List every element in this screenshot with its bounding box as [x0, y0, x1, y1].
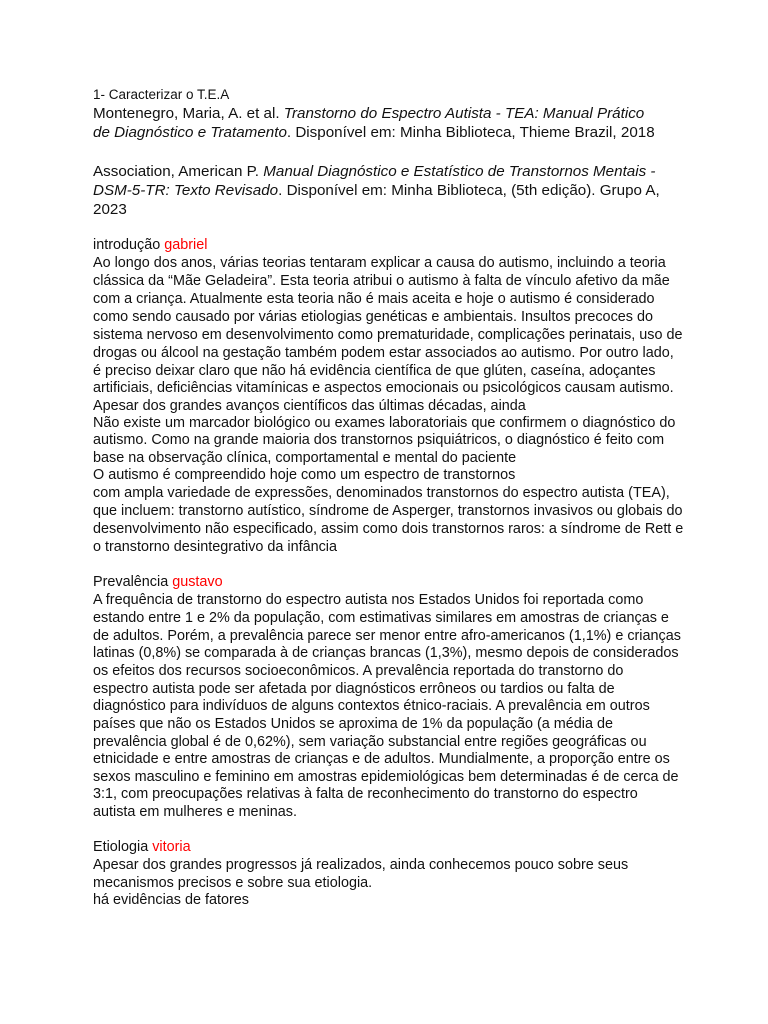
ref-title-cont: DSM-5-TR: Texto Revisado	[93, 182, 279, 199]
paragraph-line: drogas ou álcool na gestação também podem estar associados ao autismo. Por outro lado,	[93, 345, 674, 361]
paragraph-line: que incluem: transtorno autístico, síndrome de Asperger, transtornos invasivos ou globais do	[93, 503, 683, 519]
ref-source: . Disponível em: Minha Biblioteca, Thieme Brazil, 2018	[286, 124, 655, 141]
paragraph-line: A frequência de transtorno do espectro autista nos Estados Unidos foi reportada como	[93, 592, 644, 608]
paragraph-line: mecanismos precisos e sobre sua etiologia.	[93, 875, 373, 891]
paragraph-line: desenvolvimento não especificado, assim como dois transtornos raros: a síndrome de Rett e	[93, 521, 684, 537]
paragraph-line: espectro autista pode ser afetada por diagnósticos errôneos ou tardios ou falta de	[93, 681, 615, 697]
paragraph-line: diagnóstico para indivíduos de alguns contextos étnico-raciais. A prevalência em outros	[93, 698, 650, 714]
ref-title-cont: de Diagnóstico e Tratamento	[93, 124, 287, 141]
paragraph-line: Apesar dos grandes avanços científicos das últimas décadas, ainda	[93, 398, 526, 414]
ref-title: Manual Diagnóstico e Estatístico de Transtornos Mentais -	[263, 163, 656, 180]
author-name: gustavo	[172, 574, 223, 590]
section-heading-introducao: introdução gabriel	[93, 237, 208, 253]
paragraph-line: base na observação clínica, comportamental e mental do paciente	[93, 450, 517, 466]
author-name: gabriel	[164, 237, 208, 253]
paragraph-line: sexos masculino e feminino em amostras epidemiológicas bem determinadas é de cerca de	[93, 769, 679, 785]
paragraph-line: O autismo é compreendido hoje como um espectro de transtornos	[93, 467, 516, 483]
paragraph-line: países que não os Estados Unidos se aproxima de 1% da população (a média de	[93, 716, 613, 732]
ref-source: . Disponível em: Minha Biblioteca, (5th edição). Grupo A,	[278, 182, 660, 199]
paragraph-line: com ampla variedade de expressões, denominados transtornos do espectro autista (TEA),	[93, 485, 670, 501]
ref-author: Association, American P.	[93, 163, 264, 180]
paragraph-line: os efeitos dos recursos socioeconômicos. A prevalência reportada do transtorno do	[93, 663, 624, 679]
paragraph-line: etnicidade e entre amostras de crianças e de adultos. Mundialmente, a proporção entre os	[93, 751, 670, 767]
ref-title: Transtorno do Espectro Autista - TEA: Manual Prático	[283, 105, 645, 122]
paragraph-line: estando entre 1 e 2% da população, com estimativas similares em amostras de crianças e	[93, 610, 669, 626]
paragraph-line: prevalência global é de 0,62%), sem variação substancial entre regiões geográficas ou	[93, 734, 647, 750]
paragraph-line: clássica da “Mãe Geladeira”. Esta teoria atribui o autismo à falta de vínculo afetivo da mãe	[93, 273, 670, 289]
paragraph-line: autismo. Como na grande maioria dos transtornos psiquiátricos, o diagnóstico é feito com	[93, 432, 665, 448]
paragraph-line: há evidências de fatores	[93, 892, 249, 908]
section-heading-etiologia: Etiologia vitoria	[93, 839, 191, 855]
paragraph-line: Apesar dos grandes progressos já realizados, ainda conhecemos pouco sobre seus	[93, 857, 629, 873]
paragraph-line: com a criança. Atualmente esta teoria não é mais aceita e hoje o autismo é considerado	[93, 291, 655, 307]
paragraph-line: Não existe um marcador biológico ou exames laboratoriais que confirmem o diagnóstico do	[93, 415, 676, 431]
paragraph-line: autista em mulheres e meninas.	[93, 804, 297, 820]
paragraph-line: artificiais, deficiências vitamínicas e aspectos emocionais ou psicológicos causam autismo.	[93, 380, 674, 396]
paragraph-line: sistema nervoso em desenvolvimento como prematuridade, complicações perinatais, uso de	[93, 327, 683, 343]
paragraph-line: como sendo causado por várias etiologias genéticas e ambientais. Insultos precoces do	[93, 309, 653, 325]
ref-year: 2023	[93, 201, 127, 218]
author-name: vitoria	[152, 839, 191, 855]
paragraph-line: latinas (0,8%) se comparada à de crianças brancas (1,3%), mesmo depois de considerados	[93, 645, 679, 661]
paragraph-line: Ao longo dos anos, várias teorias tentaram explicar a causa do autismo, incluindo a teoria	[93, 255, 666, 271]
document-header: 1- Caracterizar o T.E.A	[93, 87, 230, 102]
section-heading-prevalencia: Prevalência gustavo	[93, 574, 223, 590]
paragraph-line: o transtorno desintegrativo da infância	[93, 539, 337, 555]
ref-author: Montenegro, Maria, A. et al.	[93, 105, 284, 122]
paragraph-line: 3:1, com preocupações relativas à falta de reconhecimento do transtorno do espectro	[93, 786, 638, 802]
paragraph-line: de adultos. Porém, a prevalência parece ser menor entre afro-americanos (1,1%) e crianças	[93, 628, 681, 644]
paragraph-line: é preciso deixar claro que não há evidência científica de que glúten, caseína, adoçantes	[93, 363, 656, 379]
